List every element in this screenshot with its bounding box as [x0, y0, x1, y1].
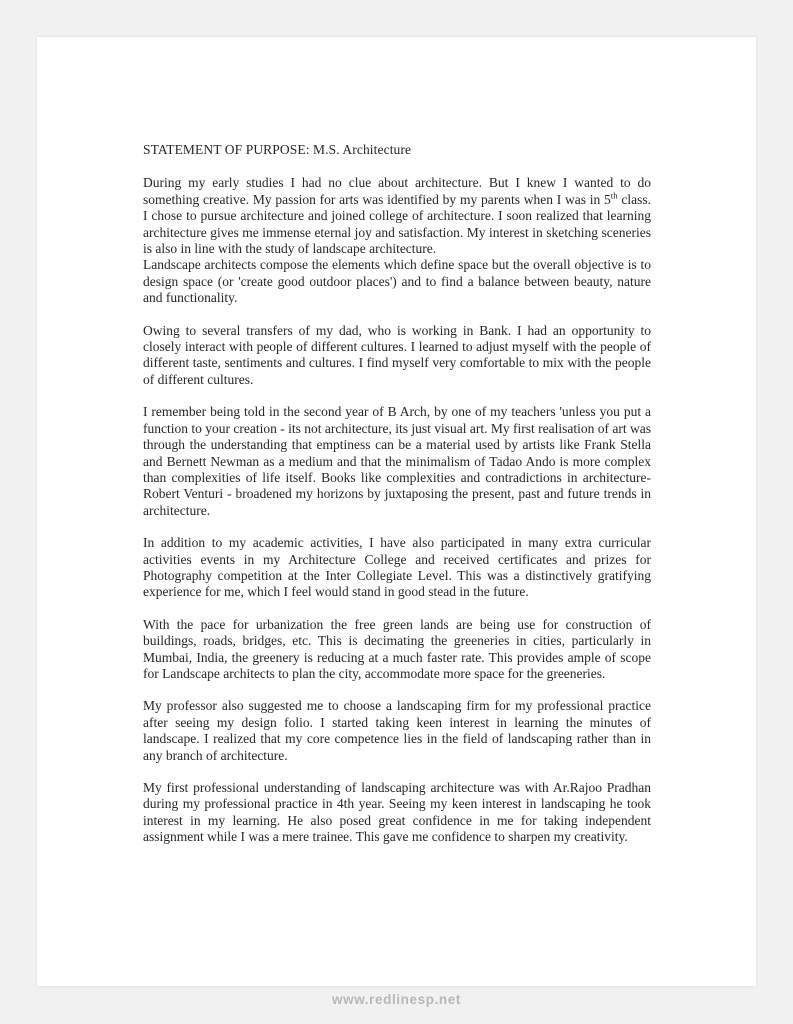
document-title: STATEMENT OF PURPOSE: M.S. Architecture — [143, 142, 412, 157]
paragraph-professional-practice: My first professional understanding of landscaping architecture was with Ar.Rajoo Pradhan during my professional practice in 4th year. Seeing my keen interest in landscaping he took interest in my learning. He also posed great confidence in me for taking independent assignment while I was a mere trainee. This gave me confidence to sharpen my creativity. — [143, 780, 651, 845]
paragraph-intro-continued: Landscape architects compose the elements which define space but the overall objective is to design space (or 'create good outdoor places') and to find a balance between beauty, nature and functionality. — [143, 257, 651, 306]
paragraph-extra-curricular: In addition to my academic activities, I have also participated in many extra curricular activities events in my Architecture College and received certificates and prizes for Photography competition at the Inter Collegiate Level. This was a distinctively gratifying experience for me, which I feel would stand in good stead in the future. — [143, 535, 651, 600]
paragraph-intro-lead: During my early studies I had no clue about architecture. But I knew I wanted to do something creative. My passion for arts was identified by my parents when I was in 5 — [143, 175, 651, 207]
paragraph-transfers: Owing to several transfers of my dad, who is working in Bank. I had an opportunity to closely interact with people of different cultures. I learned to adjust myself with the people of different taste, sentiments and cultures. I find myself very comfortable to mix with the people of different cultures. — [143, 322, 651, 387]
paragraph-urbanization: With the pace for urbanization the free green lands are being use for construction of buildings, roads, bridges, etc. This is decimating the greeneries in cities, particularly in Mumbai, India, the greenery is reducing at a much faster rate. This provides ample of scope for Landscape architects to plan the city, accommodate more space for the greeneries. — [143, 616, 651, 681]
watermark-text: www.redlinesp.net — [332, 992, 461, 1007]
paragraph-intro-superscript: th — [610, 190, 618, 201]
paragraph-professor-suggestion: My professor also suggested me to choose a landscaping firm for my professional practice after seeing my design folio. I started taking keen interest in learning the minutes of landscape. I realized that my core competence lies in the field of landscaping rather than in any branch of architecture. — [143, 698, 651, 763]
paragraph-barch-teachers: I remember being told in the second year of B Arch, by one of my teachers 'unless you put a function to your creation - its not architecture, its just visual art. My first realisation of art was through the understanding that emptiness can be a material used by artists like Frank Stella and Bernett Newman as a medium and that the minimalism of Tadao Ando is more complex than complexities of life itself. Books like complexities and contradictions in architecture-Robert Venturi - broadened my horizons by juxtaposing the present, past and future trends in architecture. — [143, 404, 651, 518]
paragraph-intro-rest: class. I chose to pursue architecture and joined college of architecture. I soon realized that learning architecture gives me immense eternal joy and satisfaction. My interest in sketching sceneries is also in line with the study of landscape architecture. — [143, 191, 651, 257]
paragraph-intro — [143, 175, 651, 257]
document-page — [37, 37, 756, 986]
